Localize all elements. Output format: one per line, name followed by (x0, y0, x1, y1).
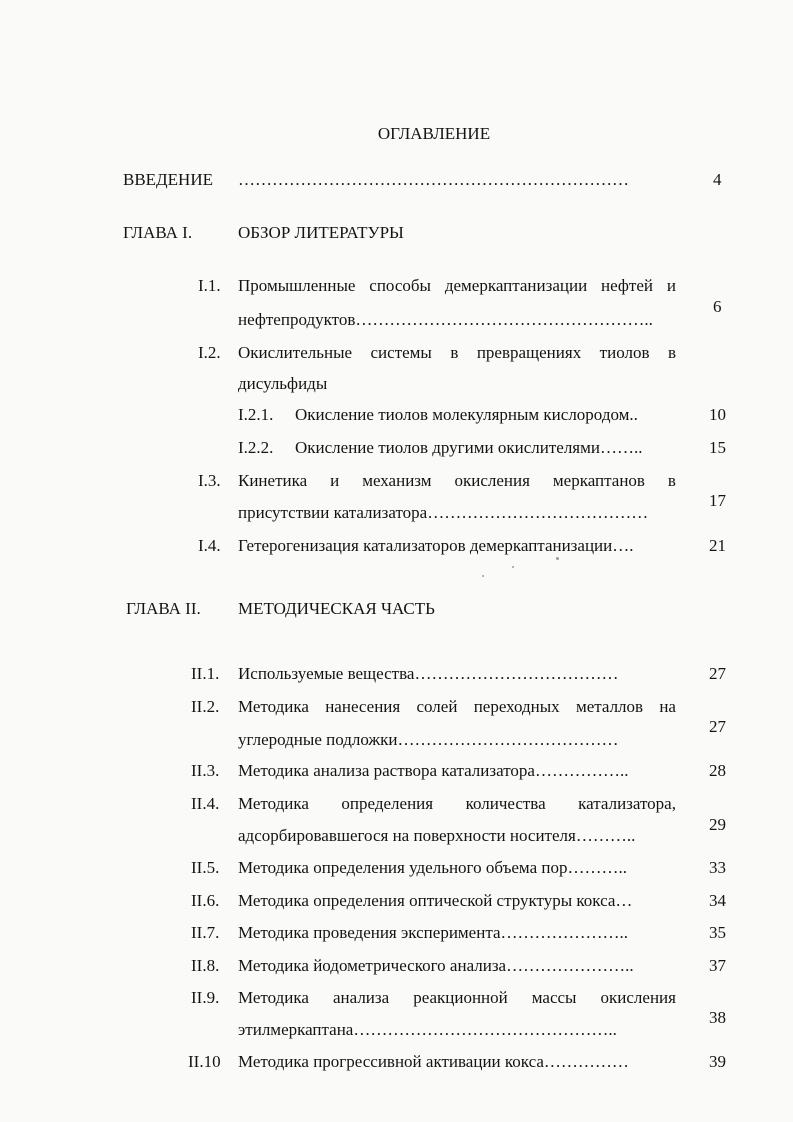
toc-entry-number: II.10 (188, 1052, 221, 1071)
page-title: ОГЛАВЛЕНИЕ (377, 124, 491, 143)
toc-entry-number: II.9. (191, 988, 220, 1007)
toc-entry-line2: адсорбировавшегося на поверхности носителя……….. (238, 826, 636, 845)
toc-entry-text: Окисление тиолов другими окислителями…….. (295, 438, 643, 457)
toc-entry-page: 21 (709, 536, 726, 555)
toc-entry-line1: Методика нанесения солей переходных металлов на (238, 697, 676, 716)
toc-entry-line1: Промышленные способы демеркаптанизации нефтей и (238, 276, 676, 295)
toc-entry-page: 37 (709, 956, 726, 975)
toc-entry-page: 27 (709, 664, 726, 683)
toc-entry-text: Методика проведения эксперимента………………….. (238, 923, 629, 942)
toc-entry-page: 15 (709, 438, 726, 457)
toc-entry-page: 39 (709, 1052, 726, 1071)
toc-entry-number: II.8. (191, 956, 220, 975)
toc-entry-number: I.2.2. (238, 438, 274, 457)
toc-entry-number: II.1. (191, 664, 220, 683)
chapter2-title: МЕТОДИЧЕСКАЯ ЧАСТЬ (238, 599, 435, 618)
intro-dots: …………………………………………………………… (238, 170, 629, 189)
toc-entry-text: Методика прогрессивной активации кокса…………… (238, 1052, 629, 1071)
toc-entry-number: I.1. (198, 276, 221, 295)
toc-entry-line2: этилмеркаптана……………………………………….. (238, 1020, 617, 1039)
toc-entry-number: II.5. (191, 858, 220, 877)
toc-entry-text: Методика анализа раствора катализатора…………….. (238, 761, 629, 780)
toc-entry-line2: присутствии катализатора………………………………… (238, 503, 649, 522)
toc-entry-page: 28 (709, 761, 726, 780)
toc-entry-text: Окисление тиолов молекулярным кислородом.. (295, 405, 638, 424)
toc-entry-page: 38 (709, 1008, 726, 1027)
scan-speck (556, 557, 559, 560)
toc-entry-text: Методика определения оптической структуры кокса… (238, 891, 633, 910)
toc-entry-number: II.6. (191, 891, 220, 910)
intro-page: 4 (713, 170, 722, 189)
toc-entry-line1: Окислительные системы в превращениях тиолов в (238, 343, 676, 362)
toc-entry-line2: углеродные подложки………………………………… (238, 730, 619, 749)
toc-entry-line1: Методика определения количества катализатора, (238, 794, 676, 813)
intro-label: ВВЕДЕНИЕ (123, 170, 213, 189)
toc-entry-text: Используемые вещества……………………………… (238, 664, 619, 683)
toc-entry-page: 29 (709, 815, 726, 834)
toc-entry-page: 33 (709, 858, 726, 877)
toc-entry-line2: дисульфиды (238, 374, 328, 393)
scan-speck (512, 566, 514, 568)
toc-entry-text: Методика определения удельного объема пор……….. (238, 858, 627, 877)
toc-entry-line1: Методика анализа реакционной массы окисления (238, 988, 676, 1007)
toc-entry-text: Гетерогенизация катализаторов демеркаптанизации…. (238, 536, 634, 555)
chapter1-title: ОБЗОР ЛИТЕРАТУРЫ (238, 223, 404, 242)
toc-entry-page: 35 (709, 923, 726, 942)
toc-entry-line2: нефтепродуктов…………………………………………….. (238, 310, 653, 329)
chapter2-label: ГЛАВА II. (126, 599, 201, 618)
toc-entry-number: II.2. (191, 697, 220, 716)
toc-entry-number: II.4. (191, 794, 220, 813)
toc-entry-number: II.3. (191, 761, 220, 780)
toc-entry-number: I.2. (198, 343, 221, 362)
toc-entry-page: 34 (709, 891, 726, 910)
chapter1-label: ГЛАВА I. (123, 223, 193, 242)
toc-entry-page: 6 (713, 297, 722, 316)
toc-entry-line1: Кинетика и механизм окисления меркаптанов в (238, 471, 676, 490)
toc-entry-number: II.7. (191, 923, 220, 942)
toc-entry-page: 17 (709, 491, 726, 510)
toc-entry-page: 10 (709, 405, 726, 424)
toc-entry-number: I.4. (198, 536, 221, 555)
scan-speck (482, 575, 484, 577)
toc-entry-text: Методика йодометрического анализа………………….. (238, 956, 634, 975)
toc-entry-number: I.2.1. (238, 405, 274, 424)
toc-entry-page: 27 (709, 717, 726, 736)
toc-entry-number: I.3. (198, 471, 221, 490)
